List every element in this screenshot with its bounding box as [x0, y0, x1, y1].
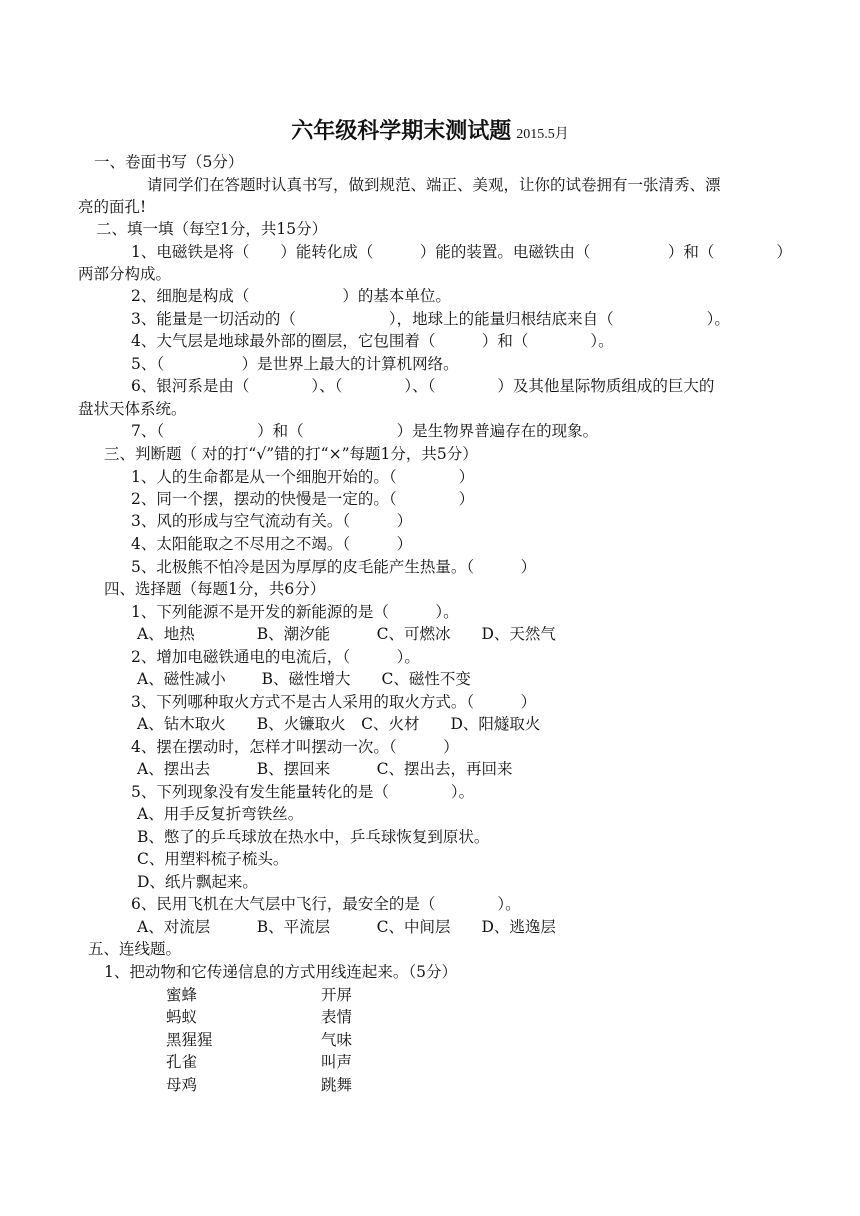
matching-method: 跳舞	[321, 1076, 353, 1094]
title-date: 2015.5月	[516, 127, 569, 142]
s4-question-2: 2、增加电磁铁通电的电流后，（ ）。	[131, 648, 420, 666]
section2-heading: 二、填一填（每空1分，共15分）	[96, 220, 328, 238]
section1-text-line2: 亮的面孔!	[78, 198, 147, 216]
s4-question-3: 3、下列哪种取火方式不是古人采用的取火方式。（ ）	[131, 693, 537, 711]
section4-heading: 四、选择题（每题1分，共6分）	[104, 580, 326, 598]
s4-option-5a: A、用手反复折弯铁丝。	[137, 805, 304, 823]
s2-question-5: 5、（ ）是世界上最大的计算机网络。	[131, 355, 459, 373]
s5-question-1: 1、把动物和它传递信息的方式用线连起来。（5分）	[104, 963, 457, 981]
s2-question-3: 3、能量是一切活动的（ ），地球上的能量归根结底来自（ ）。	[131, 310, 730, 328]
section1-heading: 一、卷面书写（5分）	[94, 153, 244, 171]
s2-question-2: 2、细胞是构成（ ）的基本单位。	[131, 287, 451, 305]
s4-question-5: 5、下列现象没有发生能量转化的是（ ）。	[131, 783, 475, 801]
matching-animal: 蜜蜂	[166, 986, 198, 1004]
s3-question-3: 3、风的形成与空气流动有关。（ ）	[131, 512, 413, 530]
s4-question-6: 6、民用飞机在大气层中飞行，最安全的是（ ）。	[131, 895, 521, 913]
s2-question-6a: 6、银河系是由（ ）、（ ）、（ ）及其他星际物质组成的巨大的	[131, 377, 715, 395]
s3-question-1: 1、人的生命都是从一个细胞开始的。（ ）	[131, 468, 475, 486]
matching-method: 叫声	[321, 1053, 353, 1071]
matching-animal: 蚂蚁	[166, 1008, 198, 1026]
s2-question-6b: 盘状天体系统。	[78, 400, 187, 418]
s2-question-7: 7、（ ）和（ ）是生物界普遍存在的现象。	[131, 422, 599, 440]
page-title	[0, 114, 860, 145]
s4-question-1: 1、下列能源不是开发的新能源的是（ ）。	[131, 603, 459, 621]
matching-animal: 母鸡	[166, 1076, 198, 1094]
section1-text-line1: 请同学们在答题时认真书写，做到规范、端正、美观，让你的试卷拥有一张清秀、漂	[147, 176, 721, 194]
s4-options-2: A、磁性减小 B、磁性增大 C、磁性不变	[137, 670, 471, 688]
matching-method: 开屏	[321, 986, 353, 1004]
title-main: 六年级科学期末测试题	[291, 118, 512, 144]
s4-options-1: A、地热 B、潮汐能 C、可燃冰 D、天然气	[137, 625, 556, 643]
section3-heading: 三、判断题（ 对的打“√”错的打“×”每题1分，共5分）	[104, 445, 478, 463]
s3-question-5: 5、北极熊不怕冷是因为厚厚的皮毛能产生热量。（ ）	[131, 558, 537, 576]
s4-option-5b: B、憋了的乒乓球放在热水中，乒乓球恢复到原状。	[137, 828, 490, 846]
matching-animal: 孔雀	[166, 1053, 198, 1071]
s3-question-4: 4、太阳能取之不尽用之不竭。（ ）	[131, 535, 413, 553]
s4-option-5d: D、纸片飘起来。	[137, 873, 258, 891]
matching-animal: 黑猩猩	[166, 1031, 213, 1049]
s4-question-4: 4、摆在摆动时，怎样才叫摆动一次。（ ）	[131, 738, 459, 756]
section5-heading: 五、连线题。	[88, 940, 182, 958]
s4-options-4: A、摆出去 B、摆回来 C、摆出去，再回来	[137, 760, 513, 778]
s4-options-6: A、对流层 B、平流层 C、中间层 D、逃逸层	[137, 918, 556, 936]
s4-options-3: A、钻木取火 B、火镰取火 C、火材 D、阳燧取火	[137, 715, 541, 733]
matching-method: 气味	[321, 1031, 353, 1049]
s2-question-1a: 1、电磁铁是将（ ）能转化成（ ）能的装置。电磁铁由（ ）和（ ）	[131, 243, 792, 261]
s4-option-5c: C、用塑料梳子梳头。	[137, 850, 289, 868]
s2-question-1b: 两部分构成。	[78, 265, 172, 283]
matching-method: 表情	[321, 1008, 353, 1026]
s3-question-2: 2、同一个摆，摆动的快慢是一定的。（ ）	[131, 490, 475, 508]
s2-question-4: 4、大气层是地球最外部的圈层，它包围着（ ）和（ ）。	[131, 332, 614, 350]
